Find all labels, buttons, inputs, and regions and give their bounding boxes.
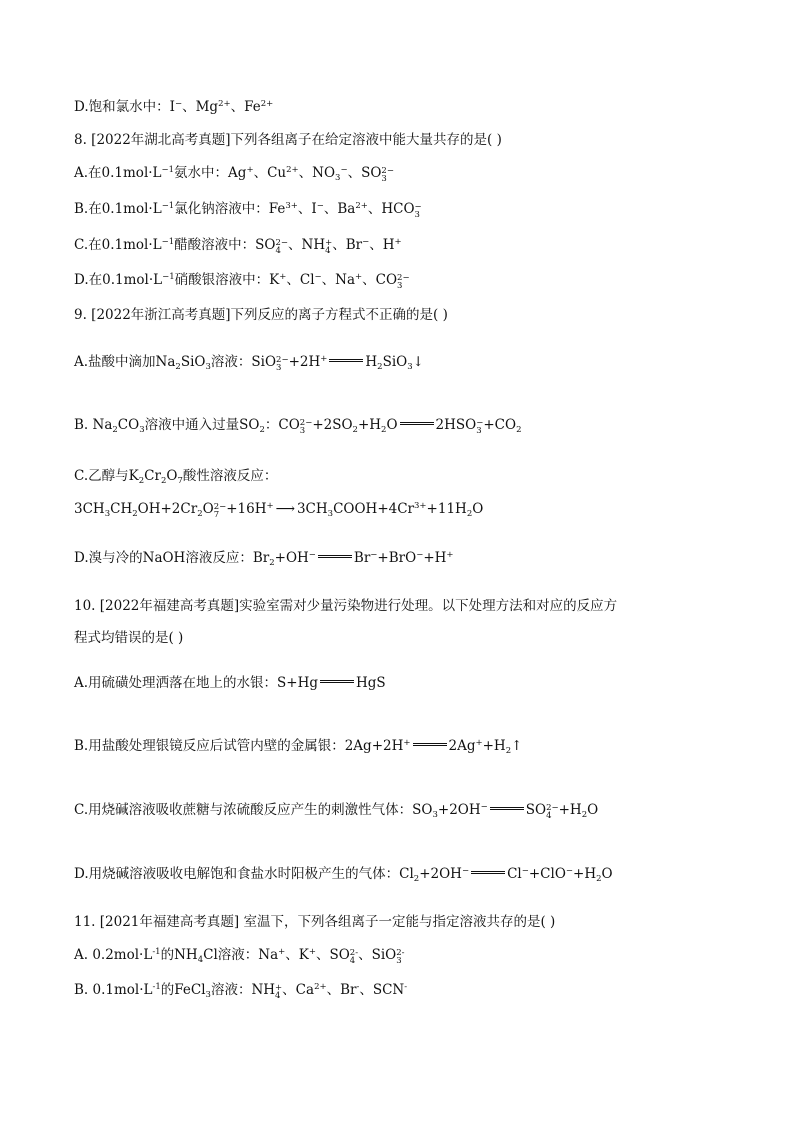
text-line-12: D.溴与冷的NaOH溶液反应：$Br_2+OH^-$ Br−+BrO−+H+ [74, 550, 454, 568]
text-line-14: 程式均错误的是( ) [74, 630, 184, 646]
text-line-15: A.用硫磺处理洒落在地上的水银：S+Hg HgS [74, 675, 386, 691]
text-line-11: $3CH_3CH_2OH+2Cr_2O$ 2− 7 +16H+ ⟶ $3CH_3COOH+4Cr^{3+}+11H_2O$ [74, 501, 484, 520]
text-line-5: C.在$0.1mol\cdot L^{-1}$醋酸溶液中：SO 2− 4 、NH + 4 、Br−、H+ [74, 237, 402, 256]
text-line-18: D.用烧碱溶液吸收电解饱和食盐水时阳极产生的气体：$Cl_2+2OH^-$ $Cl^-+ClO^-+H_2O$ [74, 866, 613, 884]
text-line-19: 11. [2021年福建高考真题] 室温下，下列各组离子一定能与指定溶液共存的是( ) [74, 914, 556, 930]
text-line-10: C.乙醇与$K_2Cr_2O_7$酸性溶液反应： [74, 468, 278, 486]
text-line-21: B. $0.1mol\cdot L^{-1}$的FeCl$_3$溶液：NH + 4 、$Ca^{2+}$、Br-、SCN- [74, 982, 408, 1001]
text-line-16: B.用盐酸处理银镜反应后试管内壁的金属银：2Ag+2H+ $2Ag^++H_2↑$ [74, 738, 523, 756]
text-line-20: A. $0.2mol\cdot L^{-1}$的$NH_4Cl$溶液：Na+、K+、SO 2- 4 、SiO 2- 3 [74, 947, 405, 966]
text-line-8: A.盐酸中滴加$Na_2SiO_3$溶液：SiO 2− 3 +2H+ $H_2SiO_3↓$ [74, 354, 424, 373]
text-line-7: 9. [2022年浙江高考真题]下列反应的离子方程式不正确的是( ) [74, 307, 448, 323]
text-line-13: 10. [2022年福建高考真题]实验室需对少量污染物进行处理。以下处理方法和对应的反应方 [74, 598, 618, 614]
text-line-17: C.用烧碱溶液吸收蔗糖与浓硫酸反应产生的刺激性气体：$SO_3+2OH^-$ SO 2− 4 $+H_2O$ [74, 802, 599, 821]
text-line-2: 8. [2022年湖北高考真题]下列各组离子在给定溶液中能大量共存的是( ) [74, 132, 502, 148]
text-line-6: D.在$0.1mol\cdot L^{-1}$硝酸银溶液中：K+、Cl−、Na+、CO 2− 3 [74, 272, 410, 291]
text-line-3: A.在$0.1mol\cdot L^{-1}$氨水中：Ag+、$Cu^{2+}$、$NO_3^-$、SO 2− 3 [74, 165, 394, 184]
text-line-4: B.在$0.1mol\cdot L^{-1}$氯化钠溶液中：$Fe^{3+}$、I−、$Ba^{2+}$、HCO − 3 [74, 201, 422, 220]
text-line-1: D.饱和氯水中：I−、$Mg^{2+}$、$Fe^{2+}$ [74, 99, 274, 115]
text-line-9: B. $Na_2CO_3$溶液中通入过量$SO_2$：CO 2− 3 $+2SO_2+H_2O$ 2HSO − 3 $+CO_2$ [74, 417, 522, 436]
